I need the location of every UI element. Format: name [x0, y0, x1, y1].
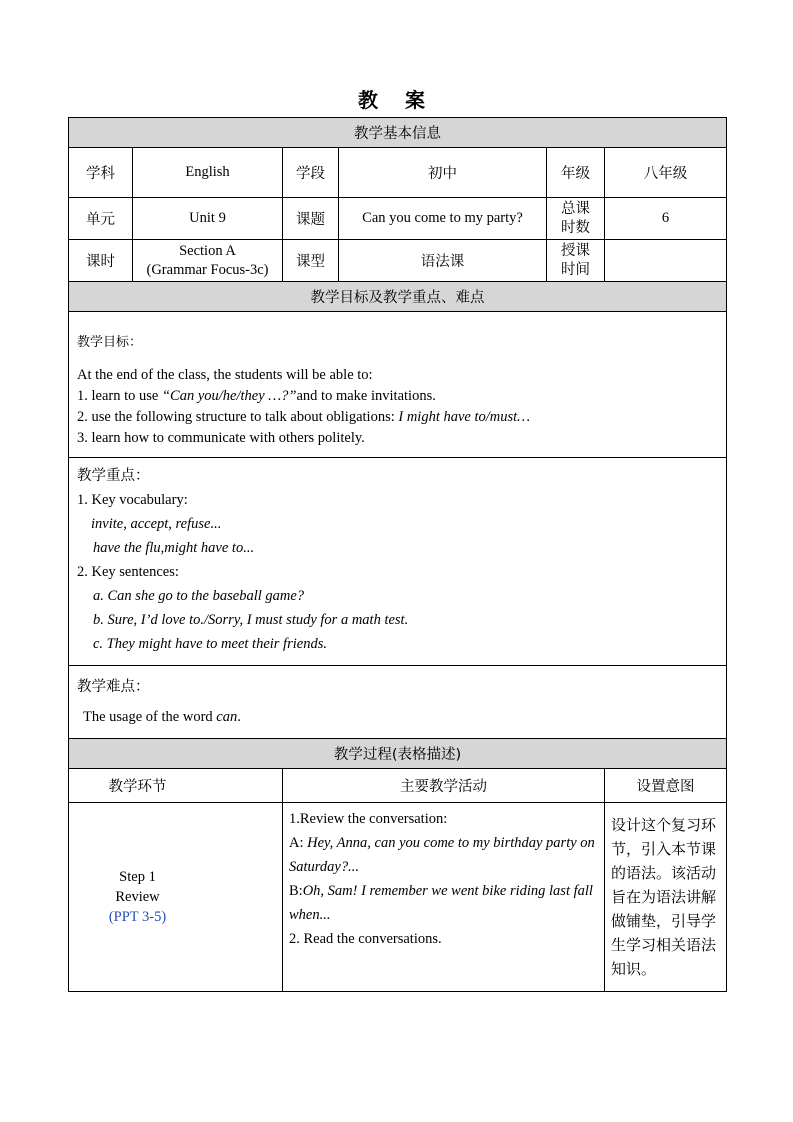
subject-value: English — [133, 148, 283, 198]
time-label — [547, 240, 605, 282]
period-value-line1: Section A — [179, 242, 236, 259]
step1-cell — [69, 803, 283, 992]
col-stage-header: 教学环节 — [69, 769, 283, 803]
total-hours-label-line2: 时数 — [561, 219, 590, 236]
step1-activity-1: 1.Review the conversation: — [289, 811, 448, 827]
period-value-line2: (Grammar Focus-3c) — [146, 261, 269, 278]
step1-ppt: (PPT 3-5) — [108, 909, 167, 925]
difficulty-text: The usage of the word can. — [83, 709, 241, 725]
document-title: 教 案 — [358, 88, 435, 112]
focus-vocab-2: have the flu,might have to... — [93, 540, 255, 556]
type-label: 课型 — [283, 240, 339, 282]
step1-name: Step 1 — [119, 869, 156, 885]
topic-value: Can you come to my party? — [339, 198, 547, 240]
total-hours-label-line1: 总课 — [561, 200, 590, 217]
step1-sub: Review — [115, 889, 160, 905]
focus-vocab-label: 1. Key vocabulary: — [77, 492, 188, 508]
teaching-goals-cell — [69, 312, 727, 458]
goal-1: 1. learn to use “Can you/he/they …?”and to make invitations. — [77, 388, 436, 404]
total-hours-value: 6 — [605, 198, 727, 240]
step1-line-b: B:Oh, Sam! I remember we went bike riding last fall when... — [289, 883, 593, 923]
focus-sentence-a: a. Can she go to the baseball game? — [93, 588, 305, 604]
focus-vocab-1: invite, accept, refuse... — [91, 516, 222, 532]
total-hours-label — [547, 198, 605, 240]
subject-label: 学科 — [69, 148, 133, 198]
teaching-difficulty-cell — [69, 666, 727, 739]
stage-label: 学段 — [283, 148, 339, 198]
focus-sentence-c: c. They might have to meet their friends. — [93, 636, 327, 652]
col-activity-header: 主要教学活动 — [283, 769, 605, 803]
objectives-header: 教学目标及教学重点、难点 — [69, 282, 727, 312]
step1-activity-2: 2. Read the conversations. — [289, 931, 442, 947]
goal-3: 3. learn how to communicate with others politely. — [77, 430, 365, 446]
process-header: 教学过程(表格描述) — [69, 739, 727, 769]
period-value — [133, 240, 283, 282]
topic-label: 课题 — [283, 198, 339, 240]
type-value: 语法课 — [339, 240, 547, 282]
difficulty-label: 教学难点： — [77, 679, 150, 695]
unit-value: Unit 9 — [133, 198, 283, 240]
goal-2: 2. use the following structure to talk about obligations: I might have to/must… — [77, 409, 531, 425]
goals-label: 教学目标： — [77, 335, 143, 350]
basic-info-header: 教学基本信息 — [69, 118, 727, 148]
teaching-focus-cell — [69, 458, 727, 666]
time-label-line2: 时间 — [561, 261, 590, 278]
focus-label: 教学重点： — [77, 468, 150, 484]
time-label-line1: 授课 — [561, 242, 590, 259]
unit-label: 单元 — [69, 198, 133, 240]
col-intent-header: 设置意图 — [605, 769, 727, 803]
focus-sentences-label: 2. Key sentences: — [77, 564, 179, 580]
period-label: 课时 — [69, 240, 133, 282]
grade-label: 年级 — [547, 148, 605, 198]
focus-sentence-b: b. Sure, I’d love to./Sorry, I must study for a math test. — [93, 612, 409, 628]
step1-line-a: A: Hey, Anna, can you come to my birthday party on Saturday?... — [289, 835, 595, 875]
lesson-plan-table — [68, 117, 727, 992]
stage-value: 初中 — [339, 148, 547, 198]
grade-value: 八年级 — [605, 148, 727, 198]
step1-activity-cell — [283, 803, 605, 992]
goals-intro: At the end of the class, the students will be able to: — [77, 367, 373, 383]
step1-intent-cell: 设计这个复习环节，引入本节课的语法。该活动旨在为语法讲解做铺垫，引导学生学习相关语法知识。 — [605, 803, 727, 992]
time-value — [605, 240, 727, 282]
